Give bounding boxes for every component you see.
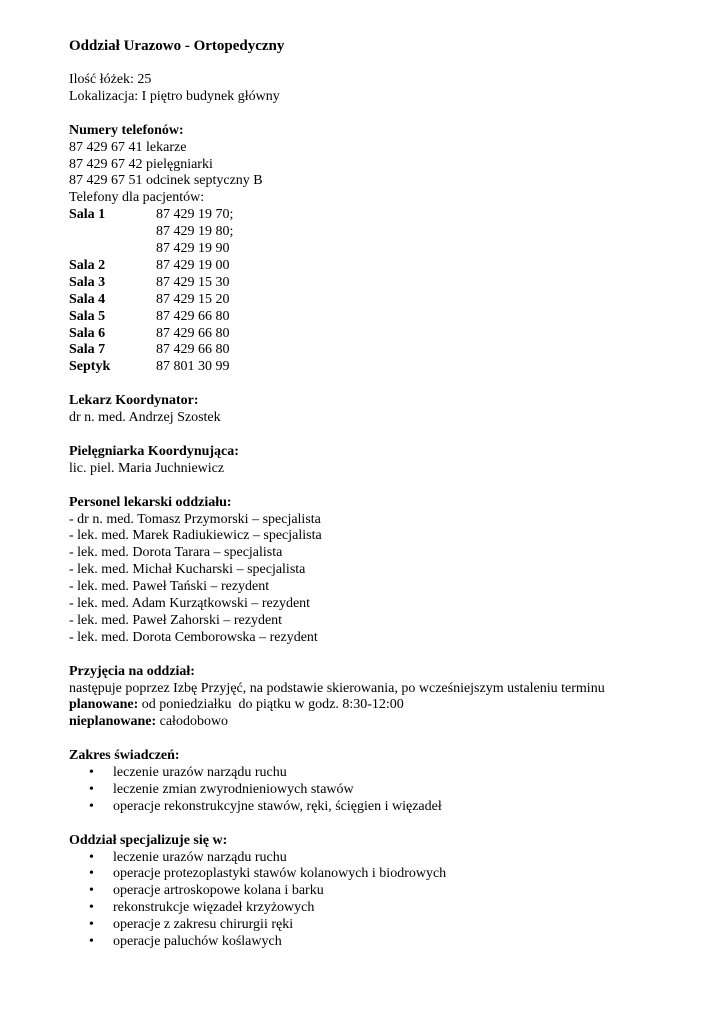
admission-heading: Przyjęcia na oddział:	[69, 663, 195, 679]
list-item	[69, 799, 709, 816]
room-phone-row	[69, 292, 709, 309]
planned-text: od poniedziałku do piątku w godz. 8:30-12:00	[138, 697, 404, 713]
admission-text: następuje poprzez Izbę Przyjęć, na podstawie skierowania, po wcześniejszym ustaleniu terminu	[69, 680, 605, 696]
list-item-text: operacje rekonstrukcyjne stawów, ręki, ścięgien i więzadeł	[113, 798, 442, 814]
room-phone-row	[69, 309, 709, 326]
room-number: 87 429 66 80	[156, 325, 230, 341]
bullet-icon: •	[89, 934, 94, 950]
list-item-text: operacje z zakresu chirurgii ręki	[113, 917, 294, 933]
list-item-text: leczenie urazów narządu ruchu	[113, 765, 287, 781]
room-name: Sala 2	[69, 257, 106, 273]
specialties-list	[69, 850, 709, 951]
staff-member: - lek. med. Michał Kucharski – specjalista	[69, 562, 306, 578]
room-name: Septyk	[69, 359, 111, 375]
nurse-name: lic. piel. Maria Juchniewicz	[69, 460, 225, 476]
staff-member: - lek. med. Paweł Zahorski – rezydent	[69, 612, 283, 628]
room-name: Sala 4	[69, 291, 106, 307]
bullet-icon: •	[89, 798, 94, 814]
room-number: 87 801 30 99	[156, 359, 230, 375]
room-number: 87 429 19 80;	[156, 224, 234, 240]
list-item	[69, 883, 709, 900]
room-phone-row	[69, 359, 709, 376]
staff-phone: 87 429 67 42 pielęgniarki	[69, 156, 213, 172]
room-phone-row	[69, 275, 709, 292]
room-name: Sala 6	[69, 325, 106, 341]
room-phone-row	[69, 258, 709, 275]
list-item	[69, 782, 709, 799]
list-item	[69, 866, 709, 883]
bullet-icon: •	[89, 883, 94, 899]
admission-unplanned	[69, 714, 709, 731]
staff-phone: 87 429 67 51 odcinek septyczny B	[69, 173, 263, 189]
staff-member: - lek. med. Adam Kurzątkowski – rezydent	[69, 596, 311, 612]
room-name: Sala 3	[69, 274, 106, 290]
room-phone-row	[69, 224, 709, 241]
room-number: 87 429 19 70;	[156, 207, 234, 223]
staff-member: - lek. med. Marek Radiukiewicz – specjalista	[69, 528, 322, 544]
staff-member: - lek. med. Dorota Cemborowska – rezydent	[69, 629, 318, 645]
list-item	[69, 850, 709, 867]
room-name	[69, 241, 156, 258]
patients-phones-label: Telefony dla pacjentów:	[69, 190, 205, 206]
room-phone-row	[69, 241, 709, 258]
bullet-icon: •	[89, 900, 94, 916]
nurse-heading: Pielęgniarka Koordynująca:	[69, 443, 239, 459]
bullet-icon: •	[89, 781, 94, 797]
room-number: 87 429 66 80	[156, 308, 230, 324]
room-name: Sala 1	[69, 207, 106, 223]
room-number: 87 429 19 90	[156, 241, 230, 257]
staff-member: - dr n. med. Tomasz Przymorski – specjalista	[69, 511, 321, 527]
list-item	[69, 900, 709, 917]
list-item-text: operacje artroskopowe kolana i barku	[113, 883, 324, 899]
list-item	[69, 934, 709, 951]
list-item-text: operacje paluchów koślawych	[113, 934, 282, 950]
room-number: 87 429 15 20	[156, 291, 230, 307]
phones-heading: Numery telefonów:	[69, 122, 184, 138]
room-phone-row	[69, 207, 709, 224]
admission-planned	[69, 697, 709, 714]
bullet-icon: •	[89, 765, 94, 781]
bullet-icon: •	[89, 866, 94, 882]
room-phone-row	[69, 342, 709, 359]
planned-label: planowane:	[69, 697, 139, 713]
staff-member: - lek. med. Dorota Tarara – specjalista	[69, 545, 283, 561]
room-number: 87 429 19 00	[156, 257, 230, 273]
specialties-heading: Oddział specjalizuje się w:	[69, 832, 228, 848]
staff-phone: 87 429 67 41 lekarze	[69, 139, 187, 155]
document-page	[69, 38, 709, 951]
services-heading: Zakres świadczeń:	[69, 748, 180, 764]
unplanned-text: całodobowo	[156, 714, 229, 730]
bullet-icon: •	[89, 917, 94, 933]
beds-count: Ilość łóżek: 25	[69, 72, 152, 87]
list-item-text: leczenie zmian zwyrodnieniowych stawów	[113, 781, 354, 797]
unplanned-label: nieplanowane:	[69, 714, 157, 730]
room-name: Sala 7	[69, 342, 106, 358]
coordinator-heading: Lekarz Koordynator:	[69, 393, 199, 409]
room-name	[69, 224, 156, 241]
location: Lokalizacja: I piętro budynek główny	[69, 88, 280, 104]
room-phone-row	[69, 326, 709, 343]
page-title: Oddział Urazowo - Ortopedyczny	[69, 38, 285, 54]
staff-member: - lek. med. Paweł Tański – rezydent	[69, 579, 270, 595]
list-item	[69, 917, 709, 934]
coordinator-name: dr n. med. Andrzej Szostek	[69, 410, 221, 426]
list-item-text: rekonstrukcje więzadeł krzyżowych	[113, 900, 315, 916]
list-item-text: leczenie urazów narządu ruchu	[113, 849, 287, 865]
staff-heading: Personel lekarski oddziału:	[69, 494, 232, 510]
room-number: 87 429 15 30	[156, 274, 230, 290]
room-number: 87 429 66 80	[156, 342, 230, 358]
bullet-icon: •	[89, 849, 94, 865]
room-name: Sala 5	[69, 308, 106, 324]
list-item-text: operacje protezoplastyki stawów kolanowych i biodrowych	[113, 866, 447, 882]
list-item	[69, 765, 709, 782]
services-list	[69, 765, 709, 816]
